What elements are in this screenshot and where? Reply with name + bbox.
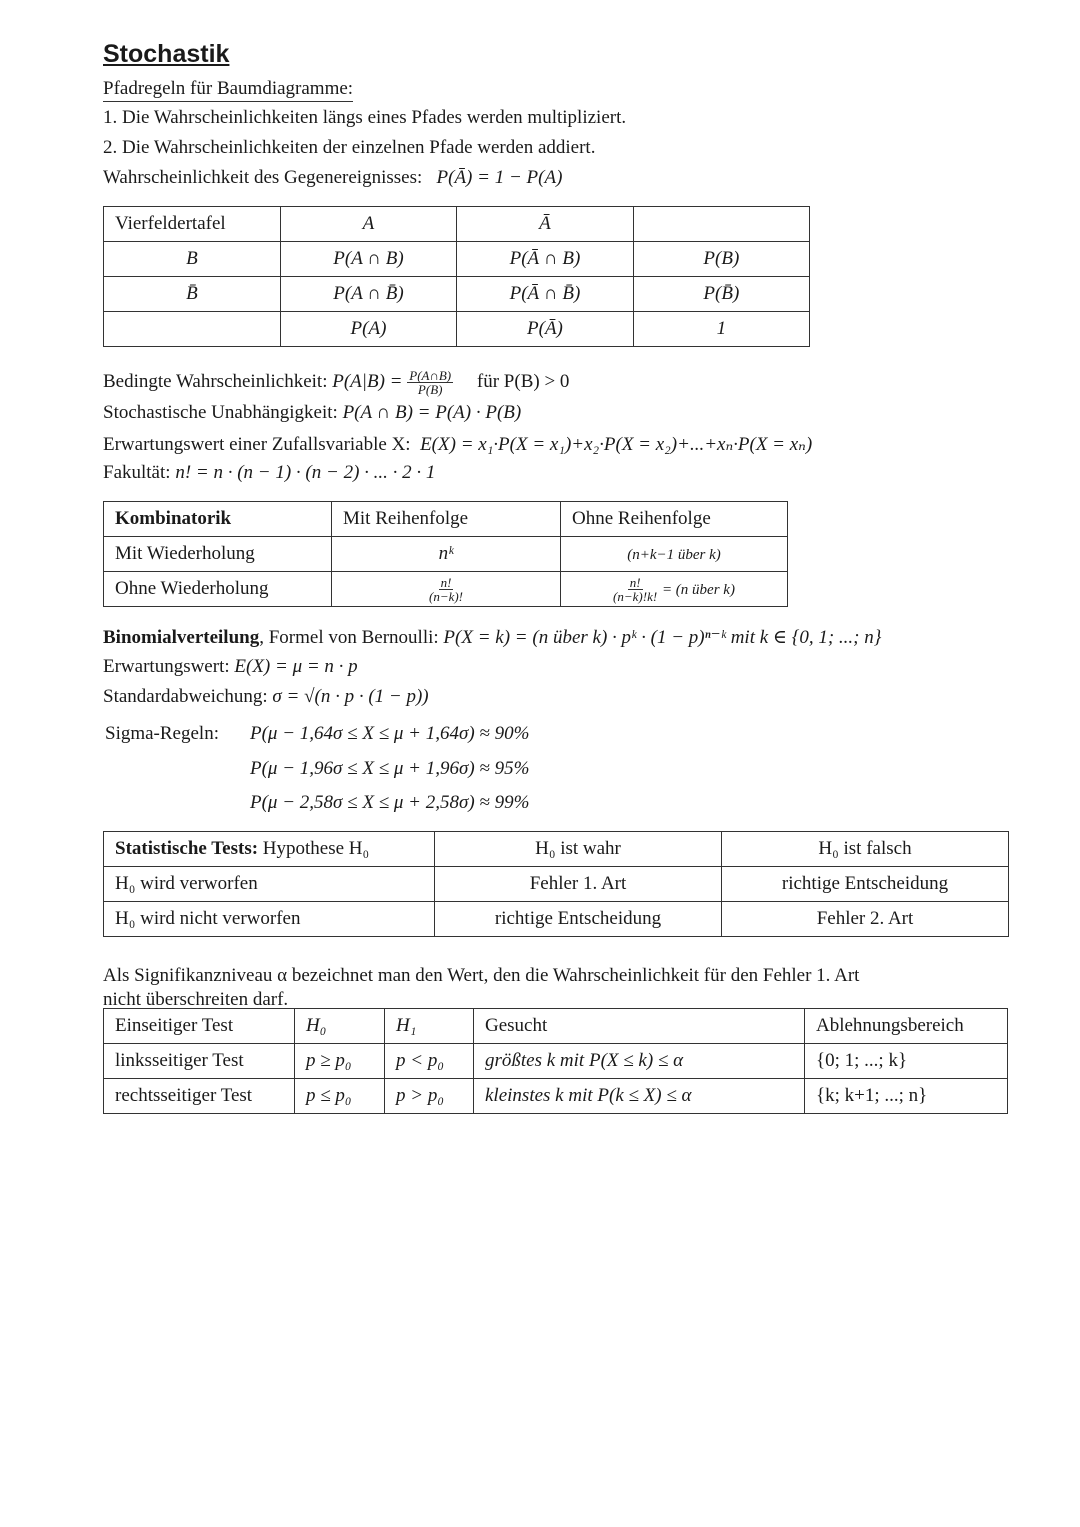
- table-cell: P(Ā ∩ B̄): [457, 277, 633, 312]
- table-cell: p > p₀: [385, 1079, 474, 1114]
- table-cell: P(Ā): [457, 312, 633, 347]
- col-h0-false: H₀ ist falsch: [722, 832, 1009, 867]
- conditional-fraction: [407, 369, 453, 396]
- formula-fraction: [429, 576, 463, 603]
- table-cell: {0; 1; ...; k}: [805, 1044, 1008, 1079]
- table-cell: P(B̄): [633, 277, 809, 312]
- sigma-rule-3: [250, 792, 529, 814]
- kombinatorik-table: [103, 501, 788, 607]
- significance-line-1: Als Signifikanzniveau α bezeichnet man den Wert, den die Wahrscheinlichkeit für den Fehler 1. Art: [103, 965, 860, 986]
- significance-line-2: nicht überschreiten darf.: [103, 989, 289, 1010]
- sigma-rule-text: P(μ − 1,96σ ≤ X ≤ μ + 1,96σ) ≈ 95%: [250, 758, 530, 779]
- path-rules-heading: Pfadregeln für Baumdiagramme:: [103, 78, 353, 102]
- table-cell: Gesucht: [474, 1009, 805, 1044]
- table-cell: P(Ā ∩ B): [457, 242, 633, 277]
- table-cell: A: [280, 207, 456, 242]
- kombinatorik-header: Kombinatorik: [115, 508, 232, 529]
- table-row: [104, 1079, 1008, 1114]
- row-with-repetition: Mit Wiederholung: [104, 537, 332, 572]
- independence-label: Stochastische Unabhängigkeit:: [103, 402, 338, 423]
- formula-cell: nᵏ: [438, 543, 454, 564]
- table-cell: [104, 312, 281, 347]
- table-cell: größtes k mit P(X ≤ k) ≤ α: [474, 1044, 805, 1079]
- table-cell: P(A ∩ B): [280, 242, 456, 277]
- formula-fraction: [613, 576, 657, 603]
- table-cell: Einseitiger Test: [104, 1009, 295, 1044]
- expectation-formula: E(X) = x₁·P(X = x₁)+x₂·P(X = x₂)+...+xₙ·P(X = xₙ): [420, 434, 813, 455]
- table-cell: P(A): [280, 312, 456, 347]
- sigma-rule-text: P(μ − 2,58σ ≤ X ≤ μ + 2,58σ) ≈ 99%: [250, 792, 530, 813]
- col-h0-true: H₀ ist wahr: [435, 832, 722, 867]
- table-row: [104, 1044, 1008, 1079]
- table-row: [104, 1009, 1008, 1044]
- table-row: [104, 277, 810, 312]
- table-cell: B: [104, 242, 281, 277]
- expectation-label: Erwartungswert einer Zufallsvariable X:: [103, 434, 411, 455]
- expectation-line: [103, 433, 812, 456]
- binomial-expectation-label: Erwartungswert:: [103, 656, 230, 677]
- fraction-numerator: n!: [629, 574, 641, 590]
- conditional-lhs: P(A|B) =: [332, 370, 403, 392]
- table-cell: Ablehnungsbereich: [805, 1009, 1008, 1044]
- test-cell: richtige Entscheidung: [435, 902, 722, 937]
- binomial-label: , Formel von Bernoulli:: [259, 627, 439, 648]
- col-without-order: Ohne Reihenfolge: [561, 502, 788, 537]
- one-sided-test-table: [103, 1008, 1008, 1114]
- table-cell: p ≤ p₀: [295, 1079, 385, 1114]
- fraction-numerator: n!: [440, 574, 452, 590]
- conditional-label: Bedingte Wahrscheinlichkeit:: [103, 370, 328, 392]
- complement-line: [103, 167, 562, 189]
- binomial-formula: P(X = k) = (n über k) · pᵏ · (1 − p)ⁿ⁻ᵏ mit k ∈ {0, 1; ...; n}: [443, 627, 882, 648]
- factorial-line: [103, 462, 435, 484]
- fraction-denominator: (n−k)!k!: [613, 588, 658, 604]
- binomial-line: [103, 626, 881, 649]
- complement-label: Wahrscheinlichkeit des Gegenereignisses:: [103, 167, 423, 188]
- test-cell: Fehler 1. Art: [435, 867, 722, 902]
- std-line: [103, 686, 429, 708]
- std-formula: σ = √(n · p · (1 − p)): [272, 686, 429, 707]
- sigma-label: Sigma-Regeln:: [105, 723, 219, 744]
- binomial-expectation-line: [103, 656, 358, 678]
- independence-line: [103, 402, 521, 424]
- conditional-condition: für P(B) > 0: [476, 370, 570, 392]
- tests-heading: Statistische Tests:: [115, 838, 259, 859]
- complement-formula: P(Ā) = 1 − P(A): [436, 167, 563, 188]
- row-rejected: H₀ wird verworfen: [104, 867, 435, 902]
- vierfeldertafel-table: [103, 206, 810, 347]
- table-cell: kleinstes k mit P(k ≤ X) ≤ α: [474, 1079, 805, 1114]
- factorial-formula: n! = n · (n − 1) · (n − 2) · ... · 2 · 1: [175, 462, 436, 483]
- table-cell: H₁: [385, 1009, 474, 1044]
- binomial-expectation-formula: E(X) = μ = n · p: [234, 656, 358, 677]
- independence-formula: P(A ∩ B) = P(A) · P(B): [342, 402, 522, 423]
- hypothesis-test-table: [103, 831, 1009, 937]
- table-row: [104, 207, 810, 242]
- col-with-order: Mit Reihenfolge: [332, 502, 561, 537]
- conditional-line: [103, 369, 569, 396]
- table-cell: Ā: [457, 207, 633, 242]
- table-cell: p ≥ p₀: [295, 1044, 385, 1079]
- row-without-repetition: Ohne Wiederholung: [104, 572, 332, 607]
- binomial-heading: Binomialverteilung: [103, 627, 260, 648]
- table-row: [104, 242, 810, 277]
- table-cell: P(B): [633, 242, 809, 277]
- formula-cell: (n+k−1 über k): [627, 547, 721, 563]
- sigma-rule-text: P(μ − 1,64σ ≤ X ≤ μ + 1,64σ) ≈ 90%: [250, 723, 530, 744]
- sigma-rule-2: [250, 758, 529, 780]
- tests-hypothesis: Hypothese H₀: [258, 838, 370, 859]
- table-cell: 1: [633, 312, 809, 347]
- std-label: Standardabweichung:: [103, 686, 268, 707]
- table-cell: p < p₀: [385, 1044, 474, 1079]
- fraction-denominator: (n−k)!: [428, 588, 464, 604]
- sigma-rule-1: [250, 723, 529, 745]
- table-cell: {k; k+1; ...; n}: [805, 1079, 1008, 1114]
- table-row: [104, 312, 810, 347]
- table-cell: P(A ∩ B̄): [280, 277, 456, 312]
- path-rule-1: 1. Die Wahrscheinlichkeiten längs eines Pfades werden multipliziert.: [103, 107, 627, 128]
- test-cell: richtige Entscheidung: [722, 867, 1009, 902]
- fraction-denominator: P(B): [417, 382, 443, 397]
- table-cell: rechtsseitiger Test: [104, 1079, 295, 1114]
- page-title: Stochastik: [103, 40, 230, 68]
- table-cell: linksseitiger Test: [104, 1044, 295, 1079]
- table-cell: [633, 207, 809, 242]
- table-cell: H₀: [295, 1009, 385, 1044]
- row-not-rejected: H₀ wird nicht verworfen: [104, 902, 435, 937]
- fraction-numerator: P(A∩B): [409, 368, 452, 383]
- factorial-label: Fakultät:: [103, 462, 171, 483]
- table-cell: Vierfeldertafel: [104, 207, 281, 242]
- test-cell: Fehler 2. Art: [722, 902, 1009, 937]
- binomial-coefficient: = (n über k): [661, 581, 735, 598]
- path-rule-2: 2. Die Wahrscheinlichkeiten der einzelnen Pfade werden addiert.: [103, 137, 596, 158]
- table-cell: B̄: [104, 277, 281, 312]
